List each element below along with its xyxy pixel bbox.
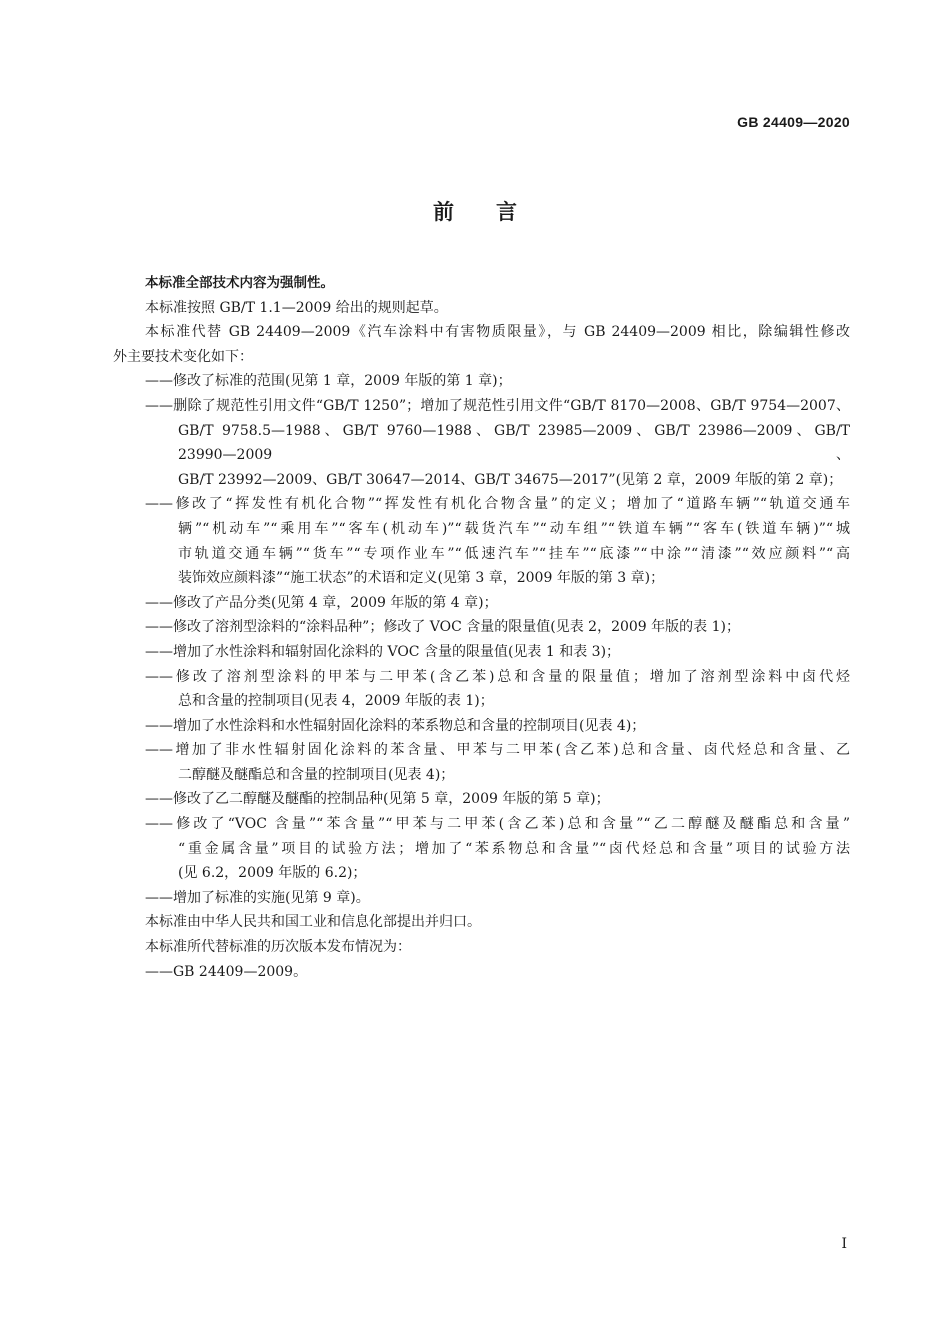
text-line: 市轨道交通车辆”“货车”“专项作业车”“低速汽车”“挂车”“底漆”“中涂”“清漆”“效应颜料”“高 <box>178 545 850 562</box>
paragraph <box>113 296 850 321</box>
text-line: ——增加了水性涂料和水性辐射固化涂料的苯系物总和含量的控制项目(见表 4)； <box>145 717 646 734</box>
text-line: ——增加了标准的实施(见第 9 章)。 <box>145 889 370 906</box>
paragraph <box>113 910 850 935</box>
list-item <box>113 960 850 985</box>
text-line: GB/T 23992—2009、GB/T 30647—2014、GB/T 34675—2017”(见第 2 章，2009 年版的第 2 章)； <box>178 471 843 488</box>
page-title: 前言 <box>433 200 559 224</box>
text-line: ——修改了“挥发性有机化合物”“挥发性有机化合物含量”的定义；增加了“道路车辆”“轨道交通车 <box>145 496 850 513</box>
text-line: 二醇醚及醚酯总和含量的控制项目(见表 4)； <box>178 766 455 783</box>
list-item <box>113 665 850 714</box>
text-line: 本标准代替 GB 24409—2009《汽车涂料中有害物质限量》，与 GB 24409—2009 相比，除编辑性修改 <box>145 324 850 341</box>
text-line: 本标准按照 GB/T 1.1—2009 给出的规则起草。 <box>145 299 448 316</box>
list-item <box>113 886 850 911</box>
list-item <box>113 640 850 665</box>
text-line: ——修改了产品分类(见第 4 章，2009 年版的第 4 章)； <box>145 594 498 611</box>
text-line: (见 6.2，2009 年版的 6.2)； <box>178 865 367 882</box>
text-line: ——修改了“VOC 含量”“苯含量”“甲苯与二甲苯(含乙苯)总和含量”“乙二醇醚及醚酯总和含量” <box>145 816 850 833</box>
text-line: ——修改了溶剂型涂料的“涂料品种”；修改了 VOC 含量的限量值(见表 2，2009 年版的表 1)； <box>145 619 740 636</box>
text-line: 总和含量的控制项目(见表 4，2009 年版的表 1)； <box>178 693 494 710</box>
text-line: “重金属含量”项目的试验方法；增加了“苯系物总和含量”“卤代烃总和含量”项目的试验方法 <box>178 840 850 857</box>
list-item <box>113 369 850 394</box>
paragraph <box>113 935 850 960</box>
paragraph <box>113 320 850 369</box>
page-number: I <box>841 1236 847 1252</box>
text-line: 辆”“机动车”“乘用车”“客车(机动车)”“载货汽车”“动车组”“铁道车辆”“客车(铁道车辆)”“城 <box>178 520 850 537</box>
list-item <box>113 738 850 787</box>
text-line: ——删除了规范性引用文件“GB/T 1250”；增加了规范性引用文件“GB/T 8170—2008、GB/T 9754—2007、 <box>145 397 850 414</box>
list-item <box>113 787 850 812</box>
text-line: ——增加了非水性辐射固化涂料的苯含量、甲苯与二甲苯(含乙苯)总和含量、卤代烃总和含量、乙 <box>145 742 850 759</box>
document-body <box>113 271 850 984</box>
text-line: ——修改了溶剂型涂料的甲苯与二甲苯(含乙苯)总和含量的限量值；增加了溶剂型涂料中卤代烃 <box>145 668 850 685</box>
list-item <box>113 394 850 492</box>
list-item <box>113 492 850 590</box>
text-line: 本标准全部技术内容为强制性。 <box>145 275 334 291</box>
text-line: 外主要技术变化如下： <box>113 348 253 365</box>
text-line: 本标准所代替标准的历次版本发布情况为： <box>145 939 411 956</box>
list-item <box>113 615 850 640</box>
list-item <box>113 714 850 739</box>
text-line: ——增加了水性涂料和辐射固化涂料的 VOC 含量的限量值(见表 1 和表 3)； <box>145 643 621 660</box>
text-line: 本标准由中华人民共和国工业和信息化部提出并归口。 <box>145 914 481 931</box>
text-line: GB/T 9758.5—1988、GB/T 9760—1988、GB/T 23985—2009、GB/T 23986—2009、GB/T 23990—2009、 <box>178 422 850 464</box>
text-line: ——修改了乙二醇醚及醚酯的控制品种(见第 5 章，2009 年版的第 5 章)； <box>145 791 610 808</box>
paragraph <box>113 271 850 296</box>
list-item <box>113 812 850 886</box>
text-line: ——GB 24409—2009。 <box>145 963 308 980</box>
text-line: ——修改了标准的范围(见第 1 章，2009 年版的第 1 章)； <box>145 373 512 390</box>
list-item <box>113 591 850 616</box>
text-line: 装饰效应颜料漆”“施工状态”的术语和定义(见第 3 章，2009 年版的第 3 章)； <box>178 570 665 587</box>
standard-number: GB 24409—2020 <box>737 114 850 130</box>
